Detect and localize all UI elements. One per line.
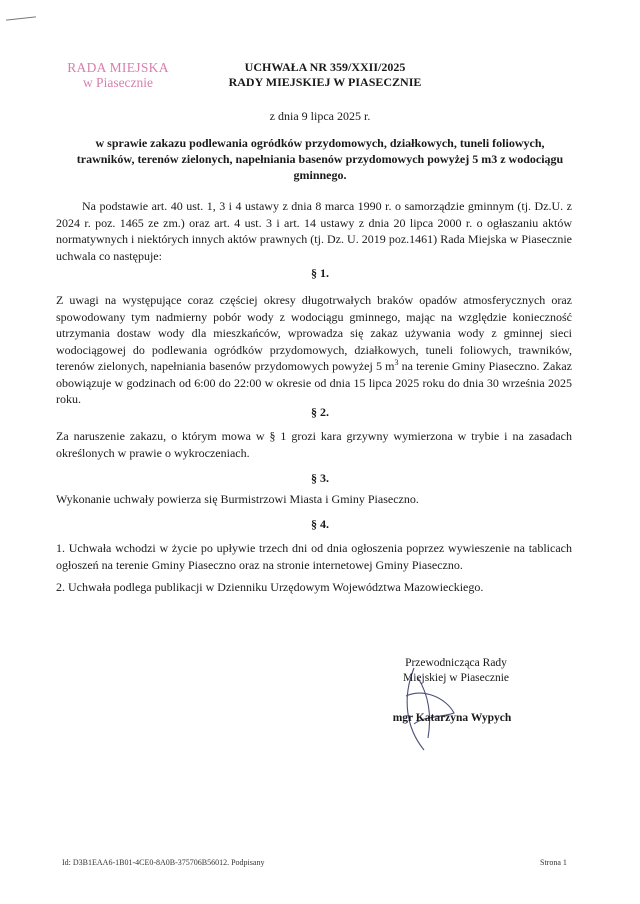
section-2-text: Za naruszenie zakazu, o którym mowa w § 1 grozi kara grzywny wymierzona w trybie i na zasadach określonych w prawie o wykroczeniach. (56, 429, 572, 460)
signature-role-line-1: Przewodnicząca Rady (405, 657, 507, 669)
section-4-item-2: 2. Uchwała podlega publikacji w Dzienniku Urzędowym Województwa Mazowieckiego. (56, 580, 484, 594)
resolution-subject: w sprawie zakazu podlewania ogródków przydomowych, działkowych, tuneli foliowych, trawników, terenów zielonych, napełniania basenów przydomowych powyżej 5 m3 z wodociągu gminnego. (76, 136, 564, 182)
document-id: Id: D3B1EAA6-1B01-4CE0-8A0B-375706B56012. Podpisany (62, 858, 265, 867)
section-1-body (56, 292, 572, 408)
section-4-heading: § 4. (311, 517, 329, 531)
section-4-item-1: 1. Uchwała wchodzi w życie po upływie trzech dni od dnia ogłoszenia poprzez wywieszenie na tablicach ogłoszeń na terenie Gminy Piaseczno oraz na stronie internetowej Gminy Piaseczno. (56, 541, 572, 572)
signature-role (370, 656, 542, 686)
section-3-text: Wykonanie uchwały powierza się Burmistrzowi Miasta i Gminy Piaseczno. (56, 492, 419, 506)
section-1-heading: § 1. (311, 266, 329, 280)
section-4-body (56, 540, 572, 596)
stamp-line-1: RADA MIEJSKA (67, 60, 169, 75)
stamp-line-2: w Piasecznie (82, 75, 154, 90)
section-2-heading: § 2. (311, 405, 329, 419)
resolution-number: UCHWAŁA NR 359/XXII/2025 (244, 60, 406, 74)
section-3-heading: § 3. (311, 471, 329, 485)
corner-mark (6, 16, 36, 20)
section-1-text-a: Z uwagi na występujące coraz częściej okresy długotrwałych braków opadów atmosferycznych oraz spowodowany tym nadmierny pobór wody z wodociągu gminnego, mając na względzie konieczność utrzymania dostaw wody dla mieszkańców, wprowadza się zakaz używania wody z gminnej sieci wodociągowej do podlewania ogródków przydomowych, działkowych, tuneli foliowych, trawników, terenów zielonych, napełniania basenów przydomowych powyżej 5 m (56, 293, 572, 373)
signature-role-line-2: Miejskiej w Piasecznie (402, 672, 510, 684)
section-3-body (56, 491, 572, 508)
section-1-superscript: 3 (394, 358, 399, 367)
section-1-text-b: na terenie Gminy Piaseczno. Zakaz obowiązuje w godzinach od 6:00 do 22:00 w okresie od dnia 15 lipca 2025 roku do dnia 30 września 2025 roku. (56, 359, 572, 406)
resolution-title (190, 60, 460, 90)
council-stamp (52, 60, 184, 90)
preamble (56, 198, 572, 264)
preamble-text: Na podstawie art. 40 ust. 1, 3 i 4 ustawy z dnia 8 marca 1990 r. o samorządzie gminnym (tj. Dz.U. z 2024 r. poz. 1465 ze zm.) oraz art. 4 ust. 3 i art. 14 ustawy z dnia 20 lipca 2000 r. o ogłaszaniu aktów normatywnych i niektórych innych aktów prawnych (tj. Dz. U. 2019 poz.1461) Rada Miejska w Piasecznie uchwala co następuje: (56, 199, 572, 263)
signatory-name: mgr Katarzyna Wypych (392, 712, 512, 724)
resolution-date: z dnia 9 lipca 2025 r. (269, 109, 371, 123)
council-name: RADY MIEJSKIEJ W PIASECZNIE (228, 75, 422, 89)
section-2-body (56, 428, 572, 461)
page-number: Strona 1 (540, 858, 567, 867)
